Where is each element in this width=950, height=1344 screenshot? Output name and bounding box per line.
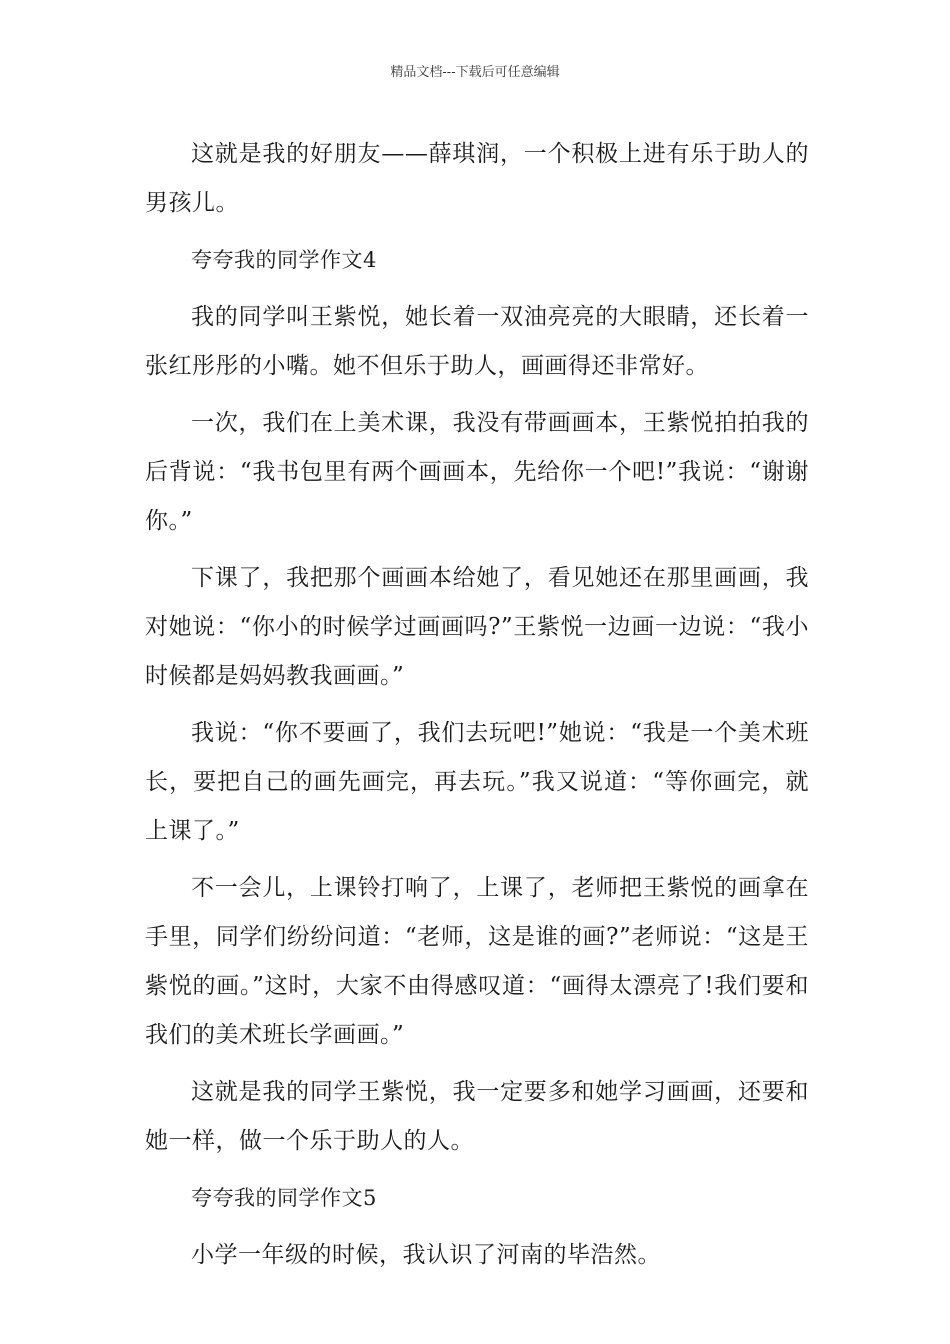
paragraph: 我的同学叫王紫悦，她长着一双油亮亮的大眼睛，还长着一张红彤彤的小嘴。她不但乐于助人，画画得还非常好。 xyxy=(145,304,809,379)
paragraph: 小学一年级的时候，我认识了河南的毕浩然。 xyxy=(191,1242,661,1268)
paragraph: 一次，我们在上美术课，我没有带画画本，王紫悦拍拍我的后背说：“我书包里有两个画画本，先给你一个吧!”我说：“谢谢你。” xyxy=(145,410,809,534)
paragraph: 我说：“你不要画了，我们去玩吧!”她说：“我是一个美术班长，要把自己的画先画完，再去玩。”我又说道：“等你画完，就上课了。” xyxy=(145,720,809,844)
paragraph: 不一会儿，上课铃打响了，上课了，老师把王紫悦的画拿在手里，同学们纷纷问道：“老师，这是谁的画?”老师说：“这是王紫悦的画。”这时，大家不由得感叹道：“画得太漂亮了!我们要和我们的美术班长学画画。” xyxy=(145,875,809,1048)
paragraph: 下课了，我把那个画画本给她了，看见她还在那里画画，我对她说：“你小的时候学过画画吗?”王紫悦一边画一边说：“我小时候都是妈妈教我画画。” xyxy=(145,565,809,689)
page-header: 精品文档---下载后可任意编辑 xyxy=(390,65,560,80)
section-heading: 夸夸我的同学作文5 xyxy=(191,1186,377,1210)
document-body xyxy=(145,130,809,1288)
paragraph: 这就是我的同学王紫悦，我一定要多和她学习画画，还要和她一样，做一个乐于助人的人。 xyxy=(145,1079,809,1154)
paragraph: 这就是我的好朋友——薛琪润，一个积极上进有乐于助人的男孩儿。 xyxy=(145,141,809,216)
section-heading: 夸夸我的同学作文4 xyxy=(191,248,377,272)
